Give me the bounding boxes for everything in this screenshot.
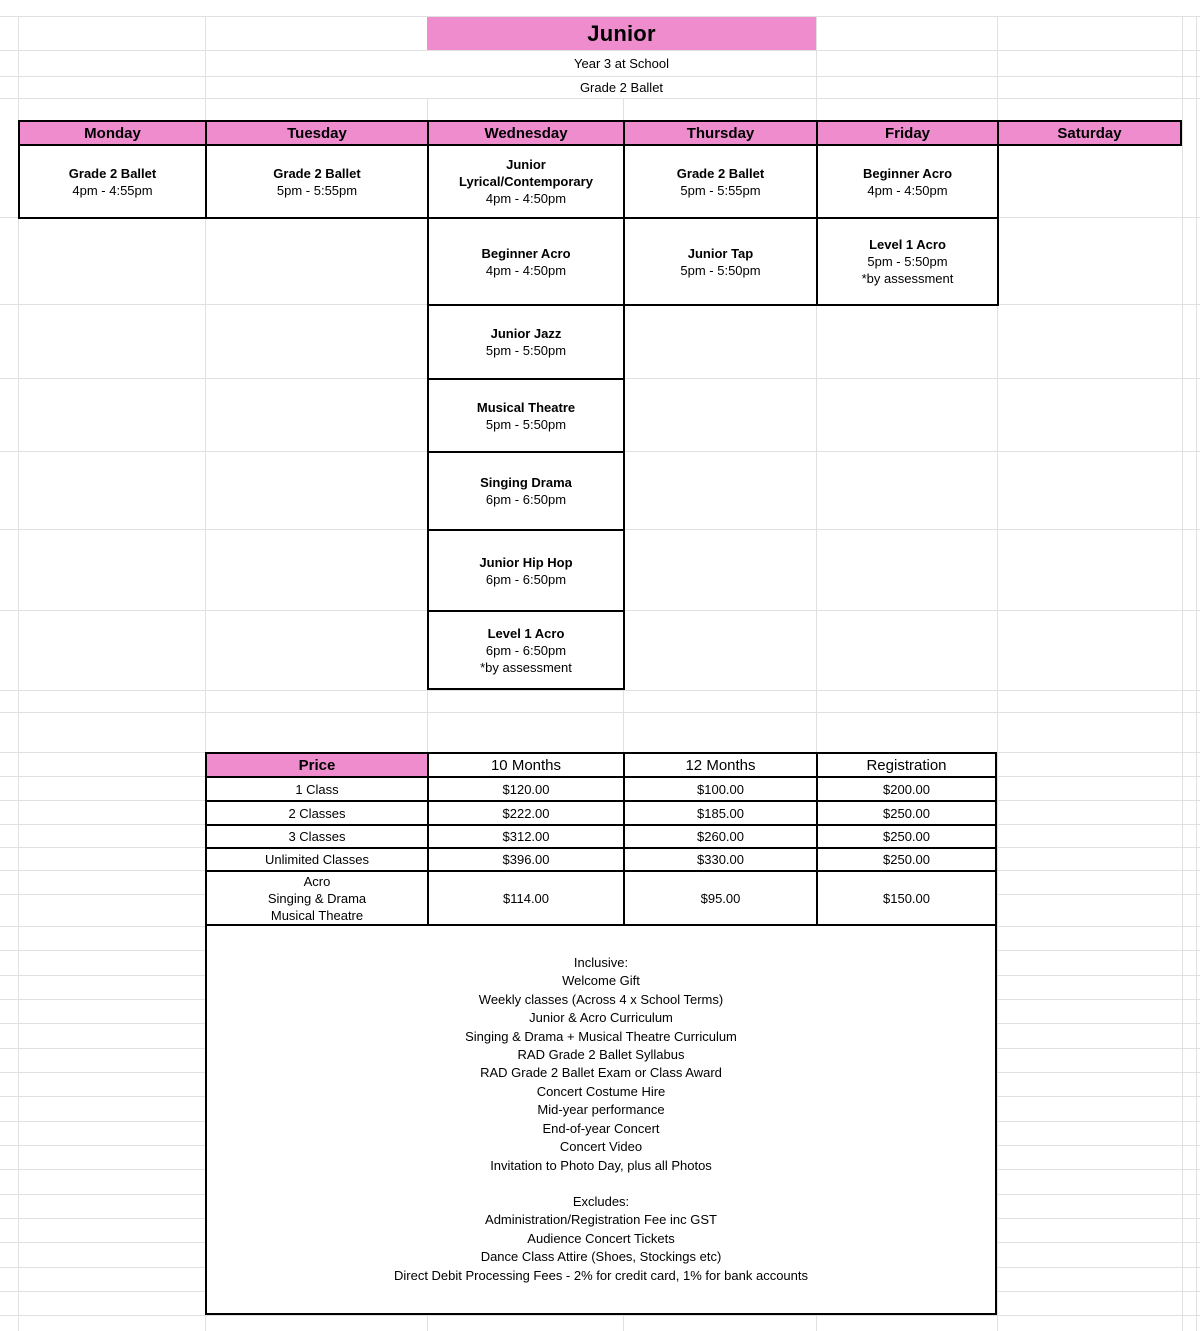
price-row-value: $222.00 [427, 800, 625, 826]
inclusive-item: RAD Grade 2 Ballet Exam or Class Award [480, 1065, 722, 1081]
price-row-value: $250.00 [816, 847, 997, 872]
price-header-price: Price [205, 752, 429, 778]
program-title: Junior [587, 20, 656, 46]
class-time: 5pm - 5:50pm [680, 262, 761, 278]
day-header-wednesday: Wednesday [427, 120, 625, 146]
class-title: Level 1 Acro [487, 625, 565, 641]
price-row-value: $260.00 [623, 824, 818, 849]
program-subtitle-level: Grade 2 Ballet [427, 77, 816, 98]
class-note: *by assessment [861, 271, 954, 286]
class-title: Beginner Acro [481, 245, 571, 261]
class-title: Junior [506, 157, 546, 172]
inclusive-item: Mid-year performance [537, 1102, 665, 1118]
gridline-vertical [1196, 16, 1197, 1331]
class-title: Grade 2 Ballet [68, 165, 157, 181]
program-subtitle-year: Year 3 at School [427, 51, 816, 76]
inclusive-item: Singing & Drama + Musical Theatre Curriculum [465, 1028, 737, 1044]
excludes-title: Excludes: [572, 1193, 630, 1209]
price-row-value: $100.00 [623, 776, 818, 802]
class-title: Junior Hip Hop [479, 554, 573, 570]
class-time: 5pm - 5:50pm [485, 416, 567, 432]
class-cell-tuesday-row1 [205, 144, 429, 219]
program-title-cell [427, 17, 816, 50]
price-row-value: $114.00 [427, 870, 625, 926]
price-row-label: 2 Classes [205, 800, 429, 826]
inclusive-item: Junior & Acro Curriculum [529, 1010, 673, 1026]
notes-block [205, 924, 997, 1315]
class-title: Singing Drama [480, 475, 572, 490]
gridline-vertical [1182, 16, 1183, 1331]
class-cell-wednesday-row1 [427, 144, 625, 219]
class-time: 5pm - 5:50pm [867, 254, 948, 269]
price-row-value: $330.00 [623, 847, 818, 872]
gridline-horizontal [0, 690, 1200, 691]
class-time: 5pm - 5:50pm [485, 343, 567, 358]
inclusive-item: Welcome Gift [562, 973, 640, 989]
price-row-value: $250.00 [816, 824, 997, 849]
day-header-thursday: Thursday [623, 120, 818, 146]
class-time: 5pm - 5:55pm [680, 182, 761, 198]
class-title: Grade 2 Ballet [676, 165, 765, 181]
price-row-value: $396.00 [427, 847, 625, 872]
price-row-label: 3 Classes [205, 824, 429, 849]
day-header-saturday: Saturday [997, 120, 1182, 146]
class-title-line2: Lyrical/Contemporary [459, 174, 593, 189]
inclusive-item: Concert Costume Hire [536, 1083, 666, 1099]
class-cell-wednesday-row4 [427, 378, 625, 453]
price-label-line: Singing & Drama [267, 890, 367, 906]
class-time: 6pm - 6:50pm [485, 492, 567, 507]
class-cell-wednesday-row2 [427, 217, 625, 306]
class-time: 6pm - 6:50pm [485, 642, 567, 658]
class-title: Grade 2 Ballet [273, 165, 361, 181]
class-cell-thursday-row2 [623, 217, 818, 306]
class-cell-thursday-row1 [623, 144, 818, 219]
price-row-value: $200.00 [816, 776, 997, 802]
class-time: 5pm - 5:55pm [276, 182, 358, 198]
inclusive-item: End-of-year Concert [542, 1120, 660, 1136]
class-time: 4pm - 4:50pm [867, 182, 948, 198]
inclusive-item: RAD Grade 2 Ballet Syllabus [517, 1047, 685, 1063]
price-row-label: 1 Class [205, 776, 429, 802]
price-row-value: $95.00 [623, 870, 818, 926]
class-cell-monday-row1 [18, 144, 207, 219]
class-cell-wednesday-row5 [427, 451, 625, 531]
inclusive-item: Concert Video [559, 1139, 643, 1155]
class-cell-friday-row1 [816, 144, 999, 219]
price-header-registration: Registration [816, 752, 997, 778]
price-row-label-multi [205, 870, 429, 926]
class-title: Level 1 Acro [869, 237, 946, 252]
price-row-value: $150.00 [816, 870, 997, 926]
price-row-value: $185.00 [623, 800, 818, 826]
class-time: 4pm - 4:50pm [485, 191, 567, 206]
inclusive-item: Invitation to Photo Day, plus all Photos [490, 1157, 712, 1173]
price-label-line: Musical Theatre [270, 907, 364, 923]
excludes-item: Audience Concert Tickets [527, 1230, 675, 1246]
class-cell-friday-row2 [816, 217, 999, 306]
class-time: 6pm - 6:50pm [485, 571, 567, 587]
class-time: 4pm - 4:50pm [485, 262, 567, 278]
class-time: 4pm - 4:55pm [72, 182, 153, 198]
inclusive-item: Weekly classes (Across 4 x School Terms) [478, 991, 724, 1007]
price-header-10-months: 10 Months [427, 752, 625, 778]
day-header-monday: Monday [18, 120, 207, 146]
class-cell-wednesday-row3 [427, 304, 625, 380]
class-title: Beginner Acro [862, 165, 953, 181]
day-header-friday: Friday [816, 120, 999, 146]
excludes-item: Dance Class Attire (Shoes, Stockings etc) [480, 1249, 722, 1265]
price-row-value: $312.00 [427, 824, 625, 849]
gridline-horizontal [0, 712, 1200, 713]
class-title: Junior Jazz [490, 326, 562, 341]
price-label-line: Acro [303, 873, 331, 889]
price-row-label: Unlimited Classes [205, 847, 429, 872]
excludes-item: Direct Debit Processing Fees - 2% for credit card, 1% for bank accounts [393, 1267, 808, 1283]
class-cell-wednesday-row7 [427, 610, 625, 690]
class-note: *by assessment [480, 659, 572, 675]
price-header-12-months: 12 Months [623, 752, 818, 778]
day-header-tuesday: Tuesday [205, 120, 429, 146]
price-row-value: $120.00 [427, 776, 625, 802]
class-title: Musical Theatre [476, 399, 576, 415]
class-title: Junior Tap [687, 245, 754, 261]
inclusive-title: Inclusive: [573, 955, 629, 971]
excludes-item: Administration/Registration Fee inc GST [485, 1212, 717, 1228]
price-row-value: $250.00 [816, 800, 997, 826]
class-cell-wednesday-row6 [427, 529, 625, 612]
gridline-horizontal [0, 98, 1200, 99]
gridline-horizontal [0, 1315, 1200, 1316]
